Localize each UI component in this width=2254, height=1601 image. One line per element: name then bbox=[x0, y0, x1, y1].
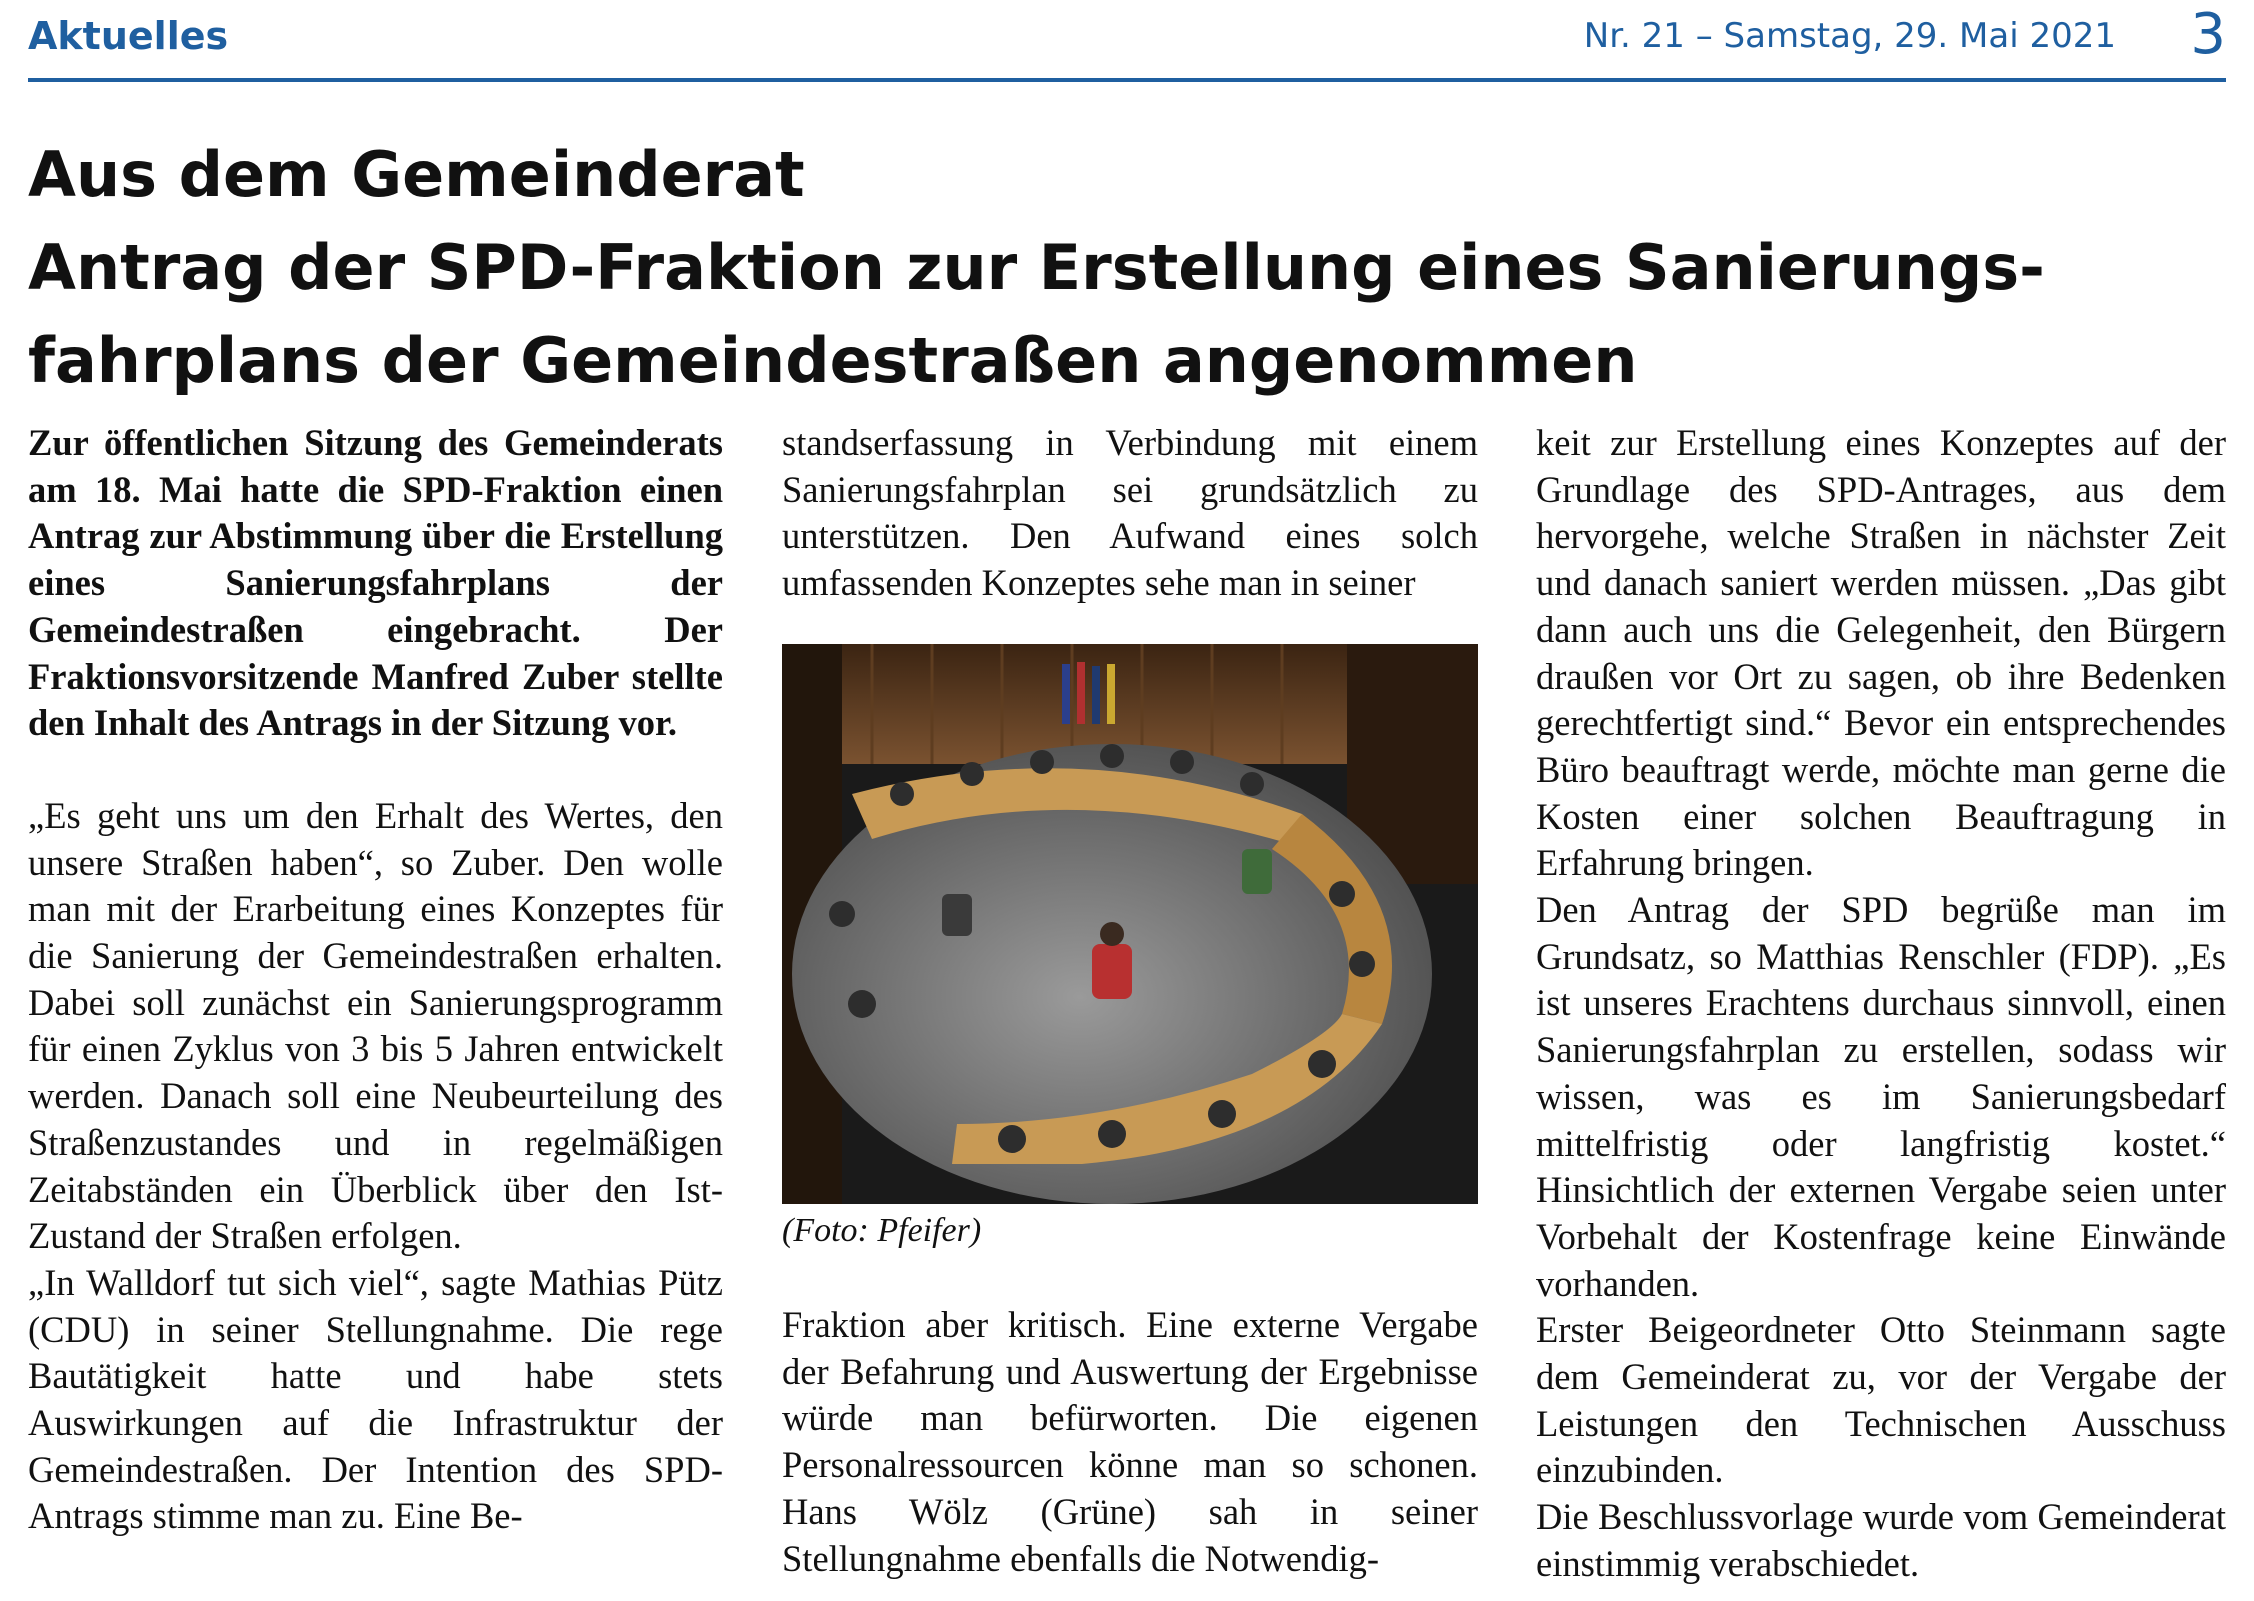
body-paragraph: keit zur Erstellung eines Konzeptes auf der Grundlage des SPD-Antrages, aus dem hervorgehe, welche Straßen in nächster Zeit und danach saniert werden müssen. „Das gibt dann auch uns die Gelegenheit, den Bürgern draußen vor Ort zu sagen, ob ihre Bedenken gerechtfertigt sind.“ Bevor ein entsprechendes Büro beauftragt werde, möchte man gerne die Kosten einer solchen Beauftragung in Erfahrung bringen. bbox=[1536, 422, 2226, 884]
body-paragraph: „In Walldorf tut sich viel“, sagte Mathias Pütz (CDU) in seiner Stellungnahme. Die rege Bautätigkeit hatte und habe stets Auswirkungen auf die Infrastruktur der Gemeindestraßen. Der Intention des SPD-Antrags stimme man zu. Eine Be- bbox=[28, 1261, 723, 1537]
section-label: Aktuelles bbox=[28, 14, 229, 58]
article-column-3 bbox=[1536, 420, 2226, 1590]
body-paragraph: standserfassung in Verbindung mit einem Sanierungsfahrplan sei grundsätzlich zu unterstützen. Den Aufwand eines solch umfassenden Konzeptes sehe man in seiner bbox=[782, 422, 1478, 604]
article-column-2-bottom bbox=[782, 1302, 1478, 1592]
article-lead: Zur öffentlichen Sitzung des Gemeinderats am 18. Mai hatte die SPD-Fraktion einen Antrag zur Abstimmung über die Erstellung eines Sanierungsfahrplans der Gemeindestraßen eingebracht. Der Fraktionsvorsitzende Manfred Zuber stellte den Inhalt des Antrags in der Sitzung vor. bbox=[28, 422, 723, 744]
headline-kicker: Aus dem Gemeinderat bbox=[28, 138, 805, 211]
page-header bbox=[28, 0, 2226, 82]
body-paragraph: Die Beschlussvorlage wurde vom Gemeinderat einstimmig verabschiedet. bbox=[1536, 1496, 2226, 1584]
council-meeting-photo bbox=[782, 644, 1478, 1204]
body-paragraph: Fraktion aber kritisch. Eine externe Vergabe der Befahrung und Auswertung der Ergebnisse würde man befürworten. Die eigenen Personalressourcen könne man so schonen. Hans Wölz (Grüne) sah in seiner Stellungnahme ebenfalls die Notwendig- bbox=[782, 1304, 1478, 1579]
photo-caption: (Foto: Pfeifer) bbox=[782, 1212, 982, 1249]
page-number: 3 bbox=[2190, 2, 2226, 67]
body-paragraph: Den Antrag der SPD begrüße man im Grundsatz, so Matthias Renschler (FDP). „Es ist unseres Erachtens durchaus sinnvoll, einen Sanierungsfahrplan zu erstellen, sodass wir wissen, was es im Sanierungsbedarf mittelfristig oder langfristig kostet.“ Hinsichtlich der externen Vergabe seien unter Vorbehalt der Kostenfrage keine Einwände vorhanden. bbox=[1536, 889, 2226, 1304]
article-column-1 bbox=[28, 420, 723, 1590]
body-paragraph: Erster Beigeordneter Otto Steinmann sagte dem Gemeinderat zu, vor der Vergabe der Leistungen den Technischen Ausschuss einzubinden. bbox=[1536, 1309, 2226, 1491]
body-paragraph: „Es geht uns um den Erhalt des Wertes, den unsere Straßen haben“, so Zuber. Den wolle man mit der Erarbeitung eines Konzeptes für die Sanierung der Gemeindestraßen erhalten. Dabei soll zunächst ein Sanierungsprogramm für einen Zyklus von 3 bis 5 Jahren entwickelt werden. Danach soll eine Neubeurteilung des Straßenzustandes und in regelmäßigen Zeitabständen ein Überblick über den Ist-Zustand der Straßen erfolgen. bbox=[28, 794, 723, 1257]
issue-date: Nr. 21 – Samstag, 29. Mai 2021 bbox=[1583, 16, 2116, 56]
article-headline bbox=[28, 128, 2226, 407]
headline-title-line-1: Antrag der SPD-Fraktion zur Erstellung eines Sanierungs- bbox=[28, 231, 2045, 304]
headline-title-line-2: fahrplans der Gemeindestraßen angenommen bbox=[28, 324, 1638, 397]
article-column-2-top bbox=[782, 420, 1478, 620]
